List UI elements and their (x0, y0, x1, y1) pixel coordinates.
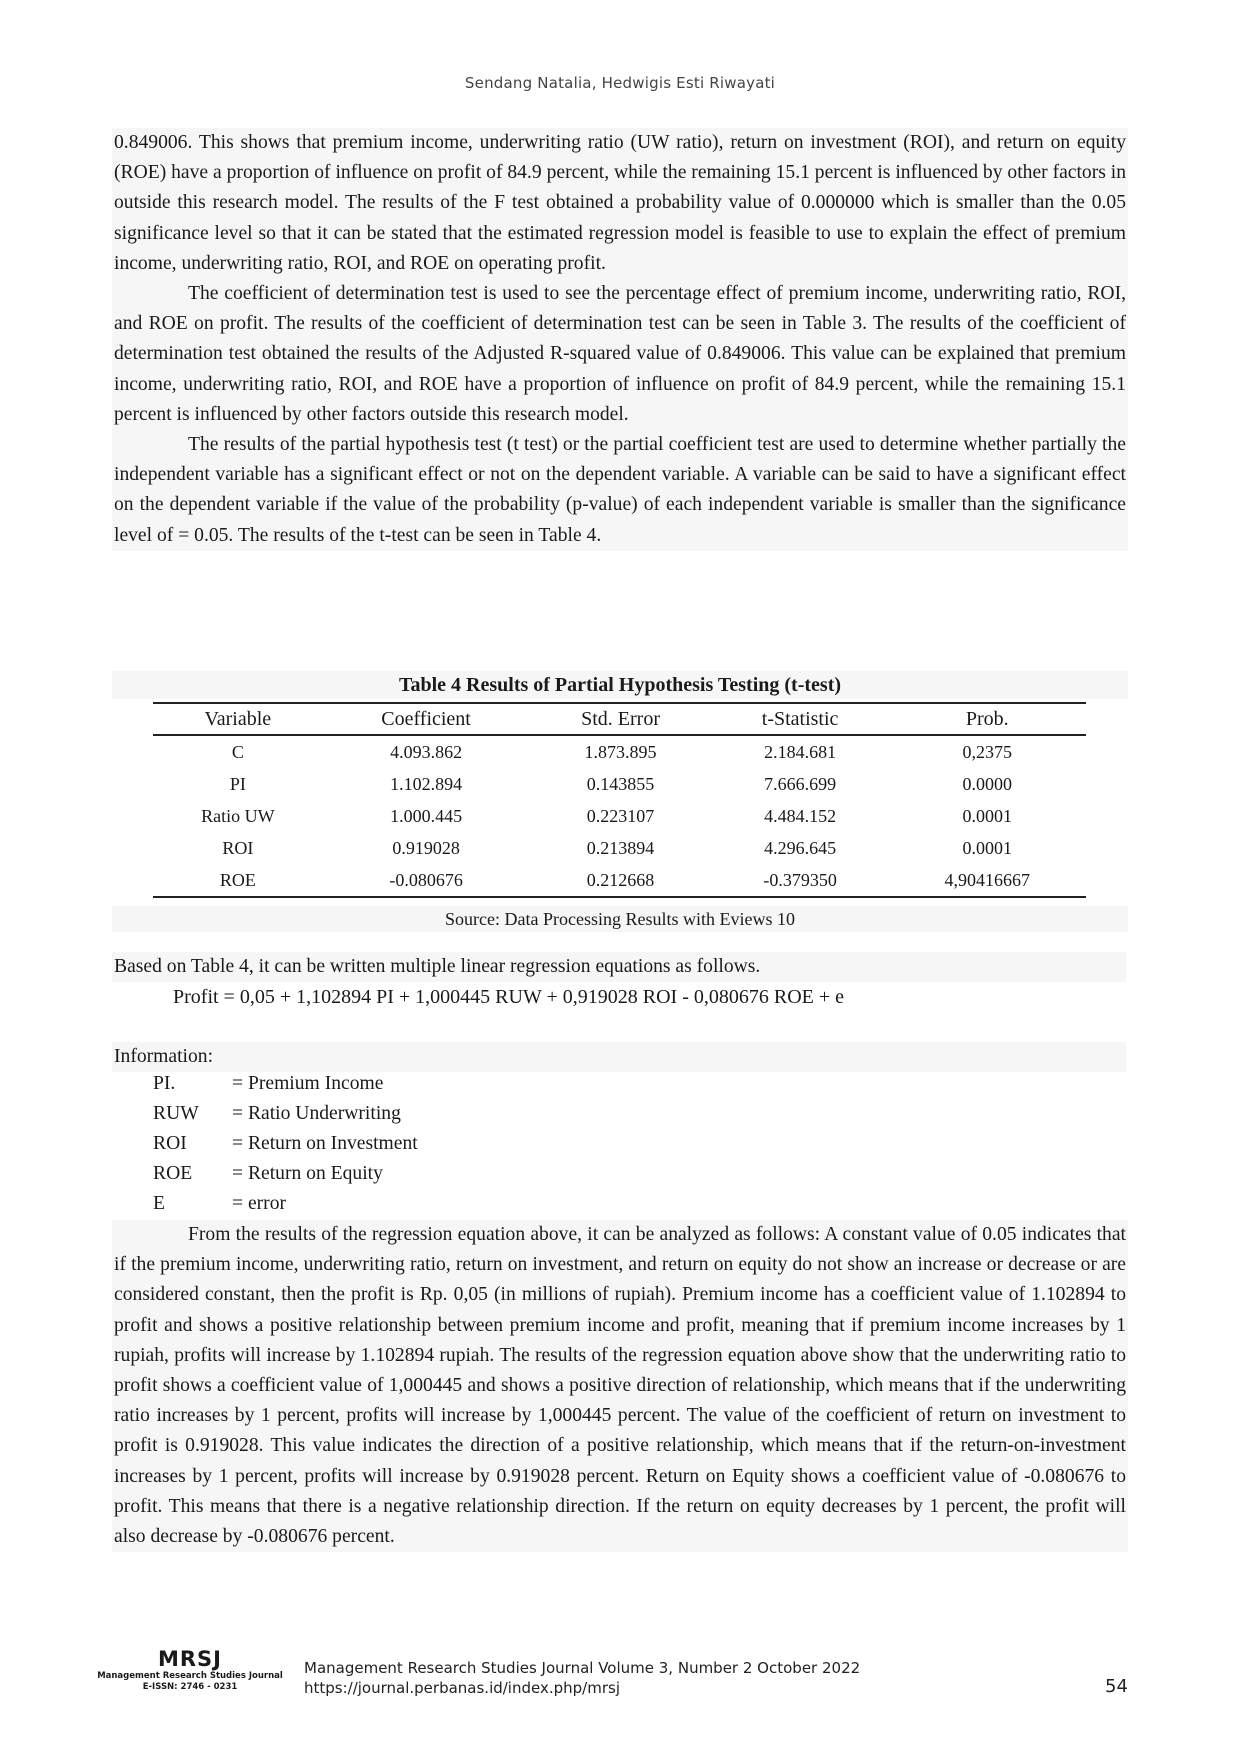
table-cell: 0.143855 (586, 774, 655, 794)
table-body (153, 735, 1086, 897)
definition-term: E (153, 1193, 165, 1214)
table-cell: 4,90416667 (889, 864, 1086, 897)
journal-info: Management Research Studies Journal Volume 3, Number 2 October 2022 (304, 1659, 861, 1677)
table-cell: 0.0001 (962, 806, 1013, 826)
table-cell: 0.212668 (530, 864, 712, 897)
table-cell: 0.213894 (586, 838, 655, 858)
paragraph: The coefficient of determination test is used to see the percentage effect of premium income, underwriting ratio, ROI, and ROE on profit. The results of the coefficient of determination test can be seen in Table 3. The results of the coefficient of determination test obtained the results of the Adjusted R-squared value of 0.849006. This value can be explained that premium income, underwriting ratio, ROI, and ROE have a proportion of influence on profit of 84.9 percent, while the remaining 15.1 percent is influenced by other factors outside this research model. (114, 283, 1126, 425)
table-cell: ROE (153, 864, 323, 897)
table-cell: 0,2375 (962, 742, 1013, 762)
column-header: Variable (153, 703, 323, 735)
information-label: Information: (112, 1042, 1126, 1072)
definition-item (153, 1099, 401, 1129)
table-title: Table 4 Results of Partial Hypothesis Testing (t-test) (112, 671, 1128, 699)
definition-term: ROI (153, 1133, 187, 1154)
table-row (153, 768, 1086, 800)
table-cell: 1.000.445 (390, 806, 463, 826)
column-header: Prob. (889, 703, 1086, 735)
table-source: Source: Data Processing Results with Eviews 10 (112, 906, 1128, 932)
table-cell: 2.184.681 (764, 742, 837, 762)
logo-subtitle: Management Research Studies Journal (97, 1671, 283, 1681)
table-cell: 0.0001 (962, 838, 1013, 858)
paragraph: 0.849006. This shows that premium income, underwriting ratio (UW ratio), return on investment (ROI), and return on equity (ROE) have a proportion of influence on profit of 84.9 percent, while the remaining 15.1 percent is influenced by other factors in outside this research model. The results of the F test obtained a probability value of 0.000000 which is smaller than the 0.05 significance level so that it can be stated that the estimated regression model is feasible to use to explain the effect of premium income, underwriting ratio, ROI, and ROE on operating profit. (114, 132, 1127, 274)
table-row (153, 800, 1086, 832)
definition-meaning: = Return on Investment (232, 1133, 418, 1154)
column-header: Std. Error (530, 703, 712, 735)
table-cell: -0.379350 (712, 864, 889, 897)
table-row (153, 864, 1086, 897)
table-cell: 0.223107 (586, 806, 655, 826)
table-cell: 7.666.699 (764, 774, 837, 794)
table-cell: 4.484.152 (764, 806, 837, 826)
results-table (153, 702, 1086, 898)
definition-item (153, 1159, 383, 1189)
footer-journal (304, 1658, 860, 1698)
table-cell: Ratio UW (201, 806, 275, 826)
journal-logo (95, 1647, 285, 1693)
definition-item (153, 1069, 384, 1099)
table-cell: 4.093.862 (390, 742, 463, 762)
page-number: 54 (1105, 1676, 1128, 1697)
table-cell: ROI (222, 838, 254, 858)
logo-title: MRSJ (157, 1647, 222, 1671)
definition-item (153, 1129, 418, 1159)
table-cell: 0.0000 (962, 774, 1013, 794)
definition-term: RUW (153, 1103, 199, 1124)
body-text-top (112, 128, 1128, 551)
table-cell: 0.919028 (392, 838, 460, 858)
logo-issn: E-ISSN: 2746 - 0231 (142, 1682, 238, 1692)
definition-term: ROE (153, 1163, 193, 1184)
definition-term: PI. (153, 1073, 176, 1094)
definition-item (153, 1189, 287, 1219)
column-header: Coefficient (323, 703, 530, 735)
paragraph: From the results of the regression equation above, it can be analyzed as follows: A constant value of 0.05 indicates that if the premium income, underwriting ratio, return on investment, and return on equity do not show an increase or decrease or are considered constant, then the profit is Rp. 0,05 (in millions of rupiah). Premium income has a coefficient value of 1.102894 to profit and shows a positive relationship between premium income and profit, meaning that if premium income increases by 1 rupiah, profits will increase by 1.102894 rupiah. The results of the regression equation above show that the underwriting ratio to profit shows a coefficient value of 1,000445 and shows a positive direction of relationship, which means that if the underwriting ratio increases by 1 percent, profits will increase by 1,000445 percent. The value of the coefficient of return on investment to profit is 0.919028. This value indicates the direction of a positive relationship, which means that if the return-on-investment increases by 1 percent, profits will increase by 0.919028 percent. Return on Equity shows a coefficient value of -0.080676 to profit. This means that there is a negative relationship direction. If the return on equity decreases by 1 percent, the profit will also decrease by -0.080676 percent. (114, 1224, 1126, 1548)
body-text-bottom (112, 1220, 1128, 1552)
equation-intro: Based on Table 4, it can be written multiple linear regression equations as follows. (112, 952, 1126, 982)
regression-equation: Profit = 0,05 + 1,102894 PI + 1,000445 RUW + 0,919028 ROI - 0,080676 ROE + e (173, 986, 845, 1008)
table-row (153, 832, 1086, 864)
table-cell: -0.080676 (323, 864, 530, 897)
definition-meaning: = Return on Equity (232, 1163, 383, 1184)
definition-meaning: = Ratio Underwriting (232, 1103, 401, 1124)
running-header: Sendang Natalia, Hedwigis Esti Riwayati (464, 74, 776, 92)
table-header-row (153, 703, 1086, 735)
definition-meaning: = Premium Income (232, 1073, 384, 1094)
table-cell: 4.296.645 (764, 838, 837, 858)
journal-url[interactable]: https://journal.perbanas.id/index.php/mrsj (304, 1679, 620, 1697)
table-cell: 1.873.895 (584, 742, 657, 762)
table-cell: C (231, 742, 244, 762)
column-header: t-Statistic (712, 703, 889, 735)
definition-meaning: = error (232, 1193, 287, 1214)
table-cell: PI (229, 774, 246, 794)
table-row (153, 735, 1086, 768)
table-cell: 1.102.894 (390, 774, 463, 794)
paragraph: The results of the partial hypothesis test (t test) or the partial coefficient test are used to determine whether partially the independent variable has a significant effect or not on the dependent variable. A variable can be said to have a significant effect on the dependent variable if the value of the probability (p-value) of each independent variable is smaller than the significance level of = 0.05. The results of the t-test can be seen in Table 4. (114, 434, 1126, 546)
